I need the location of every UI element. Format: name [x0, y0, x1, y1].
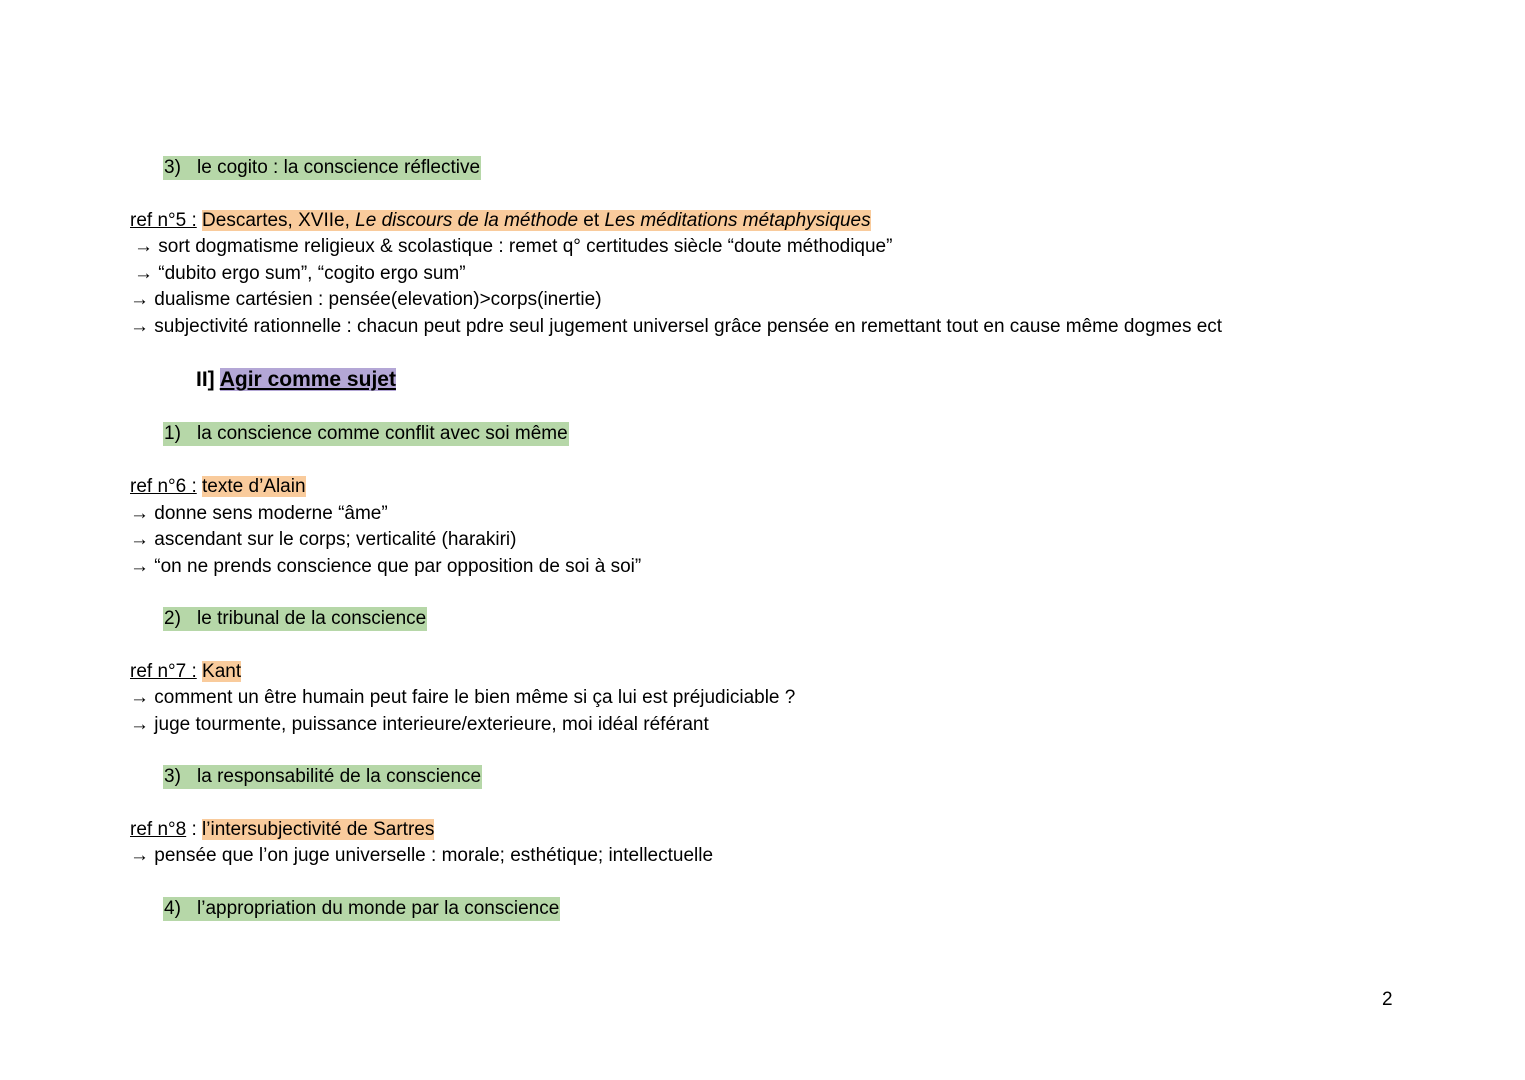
source-work-title: Le discours de la méthode [355, 210, 579, 231]
bullet-point: → sort dogmatisme religieux & scolastique : remet q° certitudes siècle “doute méthodique” [134, 236, 893, 257]
reference-5 [130, 209, 871, 233]
subsection-title: le cogito : la conscience réflective [197, 157, 481, 178]
reference-label: ref n°8 [130, 819, 187, 840]
section-heading [196, 367, 396, 393]
bullet-point: → ascendant sur le corps; verticalité (harakiri) [130, 529, 517, 550]
reference-label: ref n°5 : [130, 210, 197, 231]
reference-source: Kant [202, 661, 242, 682]
reference-source: l’intersubjectivité de Sartres [202, 819, 435, 840]
reference-label: ref n°7 : [130, 661, 197, 682]
reference-source: texte d’Alain [202, 476, 306, 497]
bullet-point: → comment un être humain peut faire le bien même si ça lui est préjudiciable ? [130, 687, 796, 708]
subsection-title: le tribunal de la conscience [197, 608, 427, 629]
subsection-title: la conscience comme conflit avec soi même [197, 423, 568, 444]
bullet-point: → dualisme cartésien : pensée(elevation)>corps(inertie) [130, 289, 602, 310]
reference-separator: : [186, 819, 203, 840]
reference-source [202, 210, 871, 231]
section-title: Agir comme sujet [219, 368, 396, 391]
subsection-number: 3) [164, 766, 181, 787]
reference-6 [130, 475, 306, 499]
bullet-point: → juge tourmente, puissance interieure/exterieure, moi idéal référant [130, 714, 709, 735]
subsection-number: 3) [164, 157, 181, 178]
subsection-heading-conflit [163, 422, 569, 446]
bullet-point: → pensée que l’on juge universelle : morale; esthétique; intellectuelle [130, 845, 714, 866]
page-number: 2 [1382, 989, 1393, 1010]
bullet-point: → “dubito ergo sum”, “cogito ergo sum” [134, 263, 466, 284]
reference-label: ref n°6 : [130, 476, 197, 497]
reference-8 [130, 818, 434, 842]
reference-7 [130, 660, 241, 684]
subsection-heading-cogito [163, 156, 481, 180]
subsection-number: 2) [164, 608, 181, 629]
bullet-point: → donne sens moderne “âme” [130, 503, 388, 524]
source-work-title: Les méditations métaphysiques [604, 210, 871, 231]
bullet-point: → subjectivité rationnelle : chacun peut pdre seul jugement universel grâce pensée en remettant tout en cause même dogmes ect [130, 316, 1223, 337]
subsection-heading-tribunal [163, 607, 427, 631]
source-conjunction: et [578, 210, 605, 231]
subsection-number: 1) [164, 423, 181, 444]
subsection-number: 4) [164, 898, 181, 919]
source-author: Descartes, XVIIe, [202, 210, 356, 231]
subsection-heading-appropriation [163, 897, 560, 921]
subsection-title: la responsabilité de la conscience [197, 766, 482, 787]
bullet-point: → “on ne prends conscience que par opposition de soi à soi” [130, 556, 642, 577]
section-numeral: II] [196, 368, 215, 391]
subsection-heading-responsabilite [163, 765, 482, 789]
subsection-title: l’appropriation du monde par la conscience [197, 898, 560, 919]
